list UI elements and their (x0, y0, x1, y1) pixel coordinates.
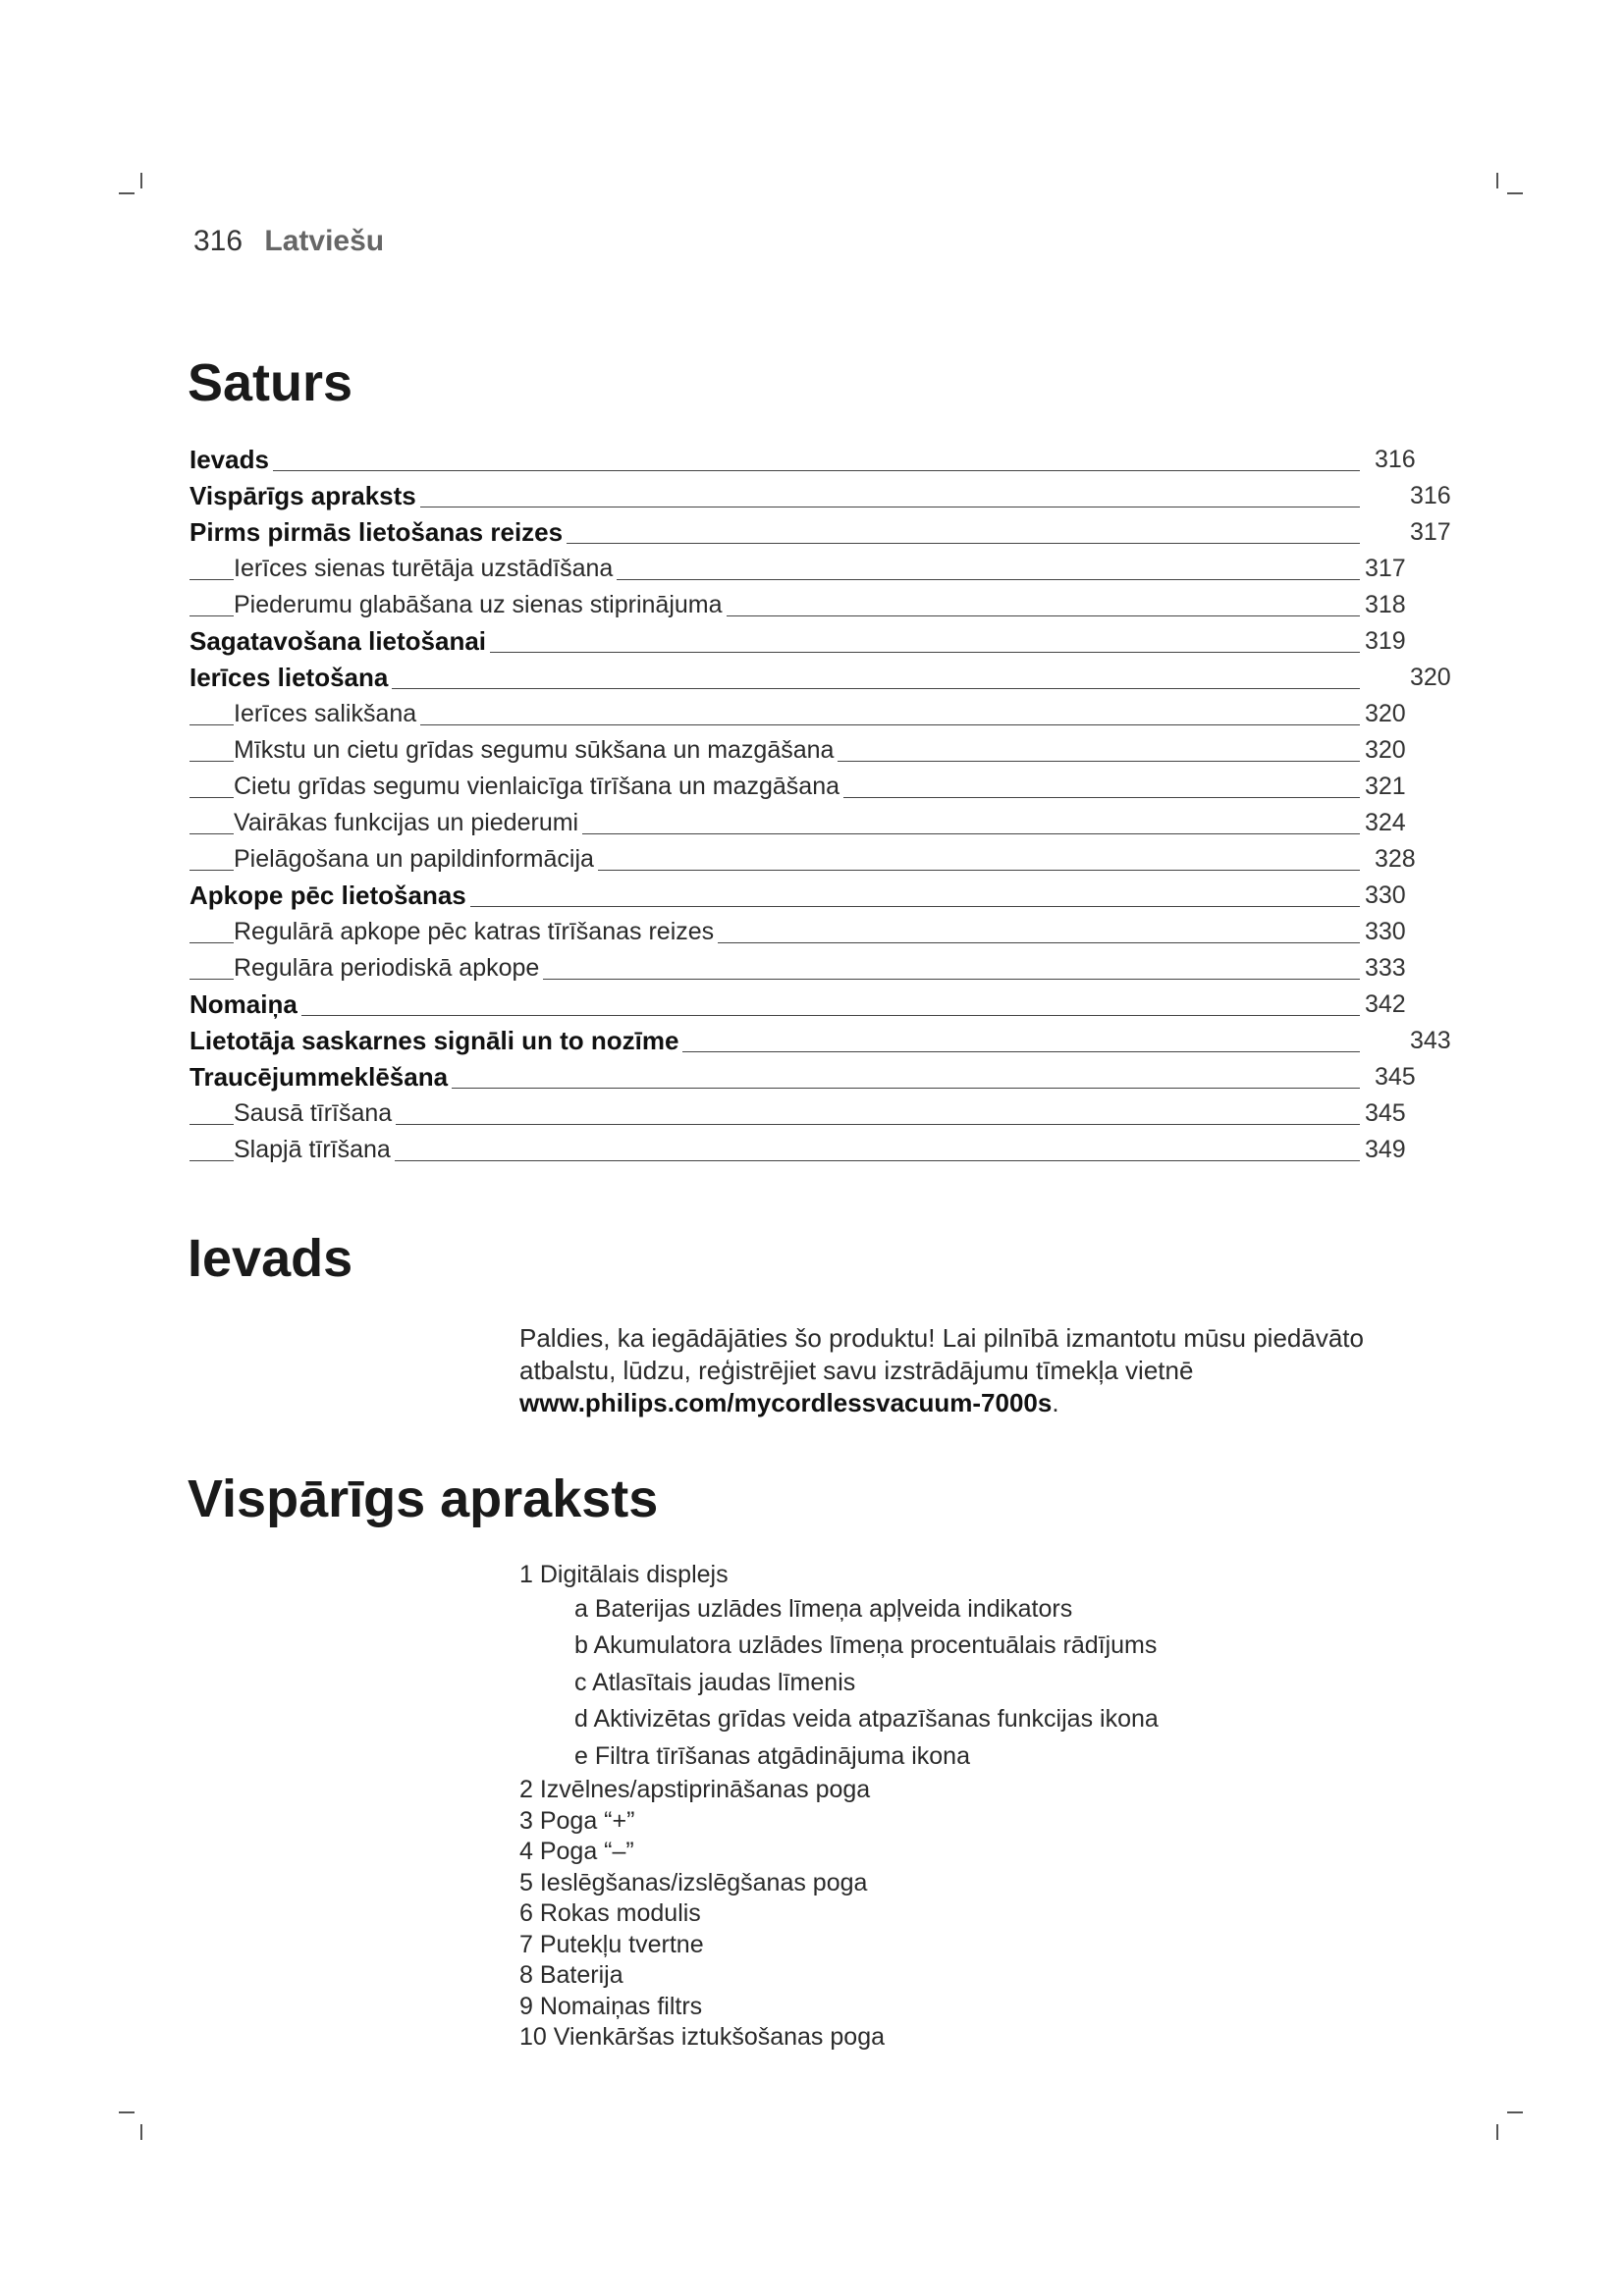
list-item: d Aktivizētas grīdas veida atpazīšanas funkcijas ikona (574, 1705, 1159, 1733)
toc-entry-title: Sagatavošana lietošanai (189, 623, 490, 660)
toc-entry-page: 330 (1365, 881, 1406, 909)
toc-entry-title: Ierīces sienas turētāja uzstādīšana (234, 551, 617, 587)
list-item: b Akumulatora uzlādes līmeņa procentuālais rādījums (574, 1631, 1158, 1659)
list-item: 1 Digitālais displejs (519, 1561, 729, 1588)
toc-entry-title: Traucējummeklēšana (189, 1059, 452, 1095)
toc-entry-page: 349 (1365, 1136, 1406, 1163)
list-item: a Baterijas uzlādes līmeņa apļveida indikators (574, 1594, 1073, 1623)
crop-mark (1496, 2124, 1498, 2140)
parts-list (519, 1560, 1159, 2054)
toc-entry-page: 330 (1365, 918, 1406, 945)
toc-entry[interactable] (189, 1132, 1456, 1168)
list-item: 6 Rokas modulis (519, 1899, 701, 1927)
toc-entry-page: 345 (1375, 1063, 1416, 1091)
toc-entry[interactable] (189, 514, 1456, 551)
toc-entry[interactable] (189, 1095, 1456, 1132)
intro-text: Paldies, ka iegādājāties šo produktu! Lai pilnībā izmantotu mūsu piedāvāto atbalstu, lūdzu, reģistrējiet savu izstrādājumu tīmekļa vietnē (519, 1323, 1364, 1385)
general-description-heading: Vispārīgs apraksts (188, 1469, 659, 1528)
toc-entry-page: 317 (1410, 518, 1451, 546)
list-item: 4 Poga “–” (519, 1838, 634, 1865)
toc-entry[interactable] (189, 950, 1456, 987)
toc-entry-page: 333 (1365, 954, 1406, 982)
toc-entry-page: 342 (1365, 990, 1406, 1018)
toc-entry-title: Lietotāja saskarnes signāli un to nozīme (189, 1023, 682, 1059)
toc-entry-title: Piederumu glabāšana uz sienas stiprinājuma (234, 587, 727, 623)
list-item: c Atlasītais jaudas līmenis (574, 1668, 856, 1696)
toc-entry[interactable] (189, 1059, 1456, 1095)
toc-entry[interactable] (189, 914, 1456, 950)
toc-entry-page: 328 (1375, 845, 1416, 873)
intro-period: . (1052, 1388, 1059, 1417)
toc-entry[interactable] (189, 805, 1456, 841)
intro-paragraph (519, 1322, 1423, 1419)
toc-entry[interactable] (189, 551, 1456, 587)
toc-entry-title: Cietu grīdas segumu vienlaicīga tīrīšana un mazgāšana (234, 769, 843, 805)
toc-entry-page: 343 (1410, 1027, 1451, 1054)
toc-entry[interactable] (189, 841, 1456, 878)
toc-entry-title: Mīkstu un cietu grīdas segumu sūkšana un mazgāšana (234, 732, 838, 769)
running-header (193, 224, 384, 259)
toc-entry[interactable] (189, 696, 1456, 732)
toc-entry[interactable] (189, 660, 1456, 696)
toc-entry[interactable] (189, 623, 1456, 660)
toc-entry-page: 320 (1410, 664, 1451, 691)
toc-entry[interactable] (189, 1023, 1456, 1059)
list-item: 5 Ieslēgšanas/izslēgšanas poga (519, 1868, 868, 1896)
page-number: 316 (193, 225, 244, 257)
toc-entry[interactable] (189, 442, 1456, 478)
list-item: e Filtra tīrīšanas atgādinājuma ikona (574, 1741, 970, 1770)
toc-entry-page: 318 (1365, 591, 1406, 618)
list-item: 9 Nomaiņas filtrs (519, 1992, 703, 2020)
toc-entry-title: Nomaiņa (189, 987, 301, 1023)
toc-entry-page: 320 (1365, 700, 1406, 727)
registration-link[interactable]: www.philips.com/mycordlessvacuum-7000s (519, 1388, 1053, 1417)
crop-mark (119, 2111, 135, 2113)
table-of-contents (189, 442, 1456, 1168)
intro-heading: Ievads (188, 1229, 353, 1288)
toc-entry-page: 317 (1365, 555, 1406, 582)
toc-entry-title: Ierīces salikšana (234, 696, 420, 732)
toc-entry-title: Regulāra periodiskā apkope (234, 950, 543, 987)
toc-entry[interactable] (189, 878, 1456, 914)
toc-entry-title: Slapjā tīrīšana (234, 1132, 395, 1168)
crop-mark (119, 192, 135, 194)
toc-entry[interactable] (189, 769, 1456, 805)
language-label: Latviešu (264, 225, 385, 257)
toc-entry[interactable] (189, 587, 1456, 623)
toc-entry-title: Ierīces lietošana (189, 660, 392, 696)
toc-entry-page: 320 (1365, 736, 1406, 764)
toc-entry-title: Vispārīgs apraksts (189, 478, 420, 514)
toc-entry-title: Vairākas funkcijas un piederumi (234, 805, 582, 841)
toc-leader (189, 1015, 1360, 1016)
toc-entry-title: Regulārā apkope pēc katras tīrīšanas reizes (234, 914, 718, 950)
toc-entry-page: 324 (1365, 809, 1406, 836)
list-item: 3 Poga “+” (519, 1806, 635, 1835)
list-item: 10 Vienkāršas iztukšošanas poga (519, 2023, 885, 2051)
crop-mark (1507, 192, 1523, 194)
toc-entry-page: 319 (1365, 627, 1406, 655)
crop-mark (140, 2124, 142, 2140)
toc-entry-page: 316 (1410, 482, 1451, 509)
toc-entry-page: 345 (1365, 1099, 1406, 1127)
toc-entry-title: Pirms pirmās lietošanas reizes (189, 514, 567, 551)
toc-entry[interactable] (189, 478, 1456, 514)
crop-mark (1496, 173, 1498, 188)
crop-mark (140, 173, 142, 188)
toc-entry-title: Ievads (189, 442, 273, 478)
toc-leader (189, 470, 1360, 471)
list-item: 8 Baterija (519, 1961, 623, 1989)
toc-entry-title: Pielāgošana un papildinformācija (234, 841, 598, 878)
toc-entry-page: 321 (1365, 773, 1406, 800)
list-item: 2 Izvēlnes/apstiprināšanas poga (519, 1776, 871, 1803)
toc-entry[interactable] (189, 732, 1456, 769)
toc-entry[interactable] (189, 987, 1456, 1023)
toc-heading: Saturs (188, 353, 353, 412)
crop-mark (1507, 2111, 1523, 2113)
list-item: 7 Putekļu tvertne (519, 1930, 704, 1958)
toc-entry-title: Apkope pēc lietošanas (189, 878, 470, 914)
toc-entry-title: Sausā tīrīšana (234, 1095, 396, 1132)
toc-entry-page: 316 (1375, 446, 1416, 473)
